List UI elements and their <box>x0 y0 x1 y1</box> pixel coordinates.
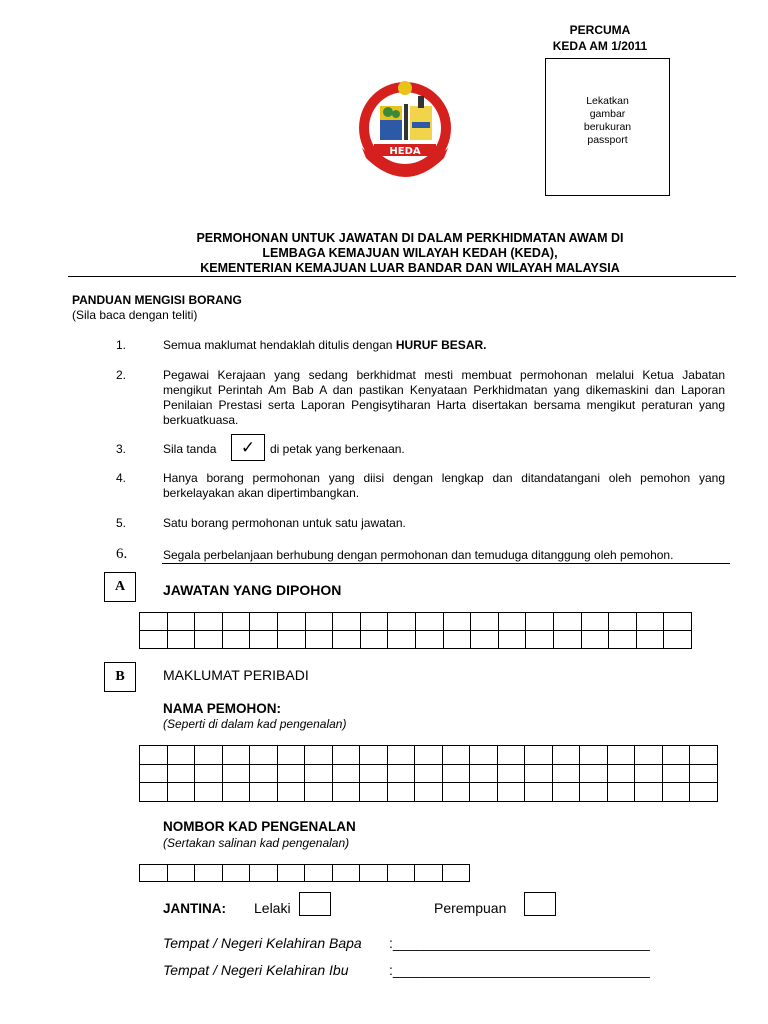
photo-instruction-line: berukuran <box>583 121 632 133</box>
char-cell[interactable] <box>332 764 360 783</box>
char-cell[interactable] <box>607 746 635 765</box>
char-cell[interactable] <box>415 746 443 765</box>
item-number: 4. <box>116 471 127 485</box>
char-cell[interactable] <box>442 783 470 802</box>
char-cell[interactable] <box>387 764 415 783</box>
char-cell[interactable] <box>195 613 223 631</box>
char-cell[interactable] <box>277 746 305 765</box>
char-cell[interactable] <box>305 746 333 765</box>
logo-text: HEDA <box>389 146 421 157</box>
char-cell[interactable] <box>498 613 526 631</box>
char-cell[interactable] <box>305 631 333 649</box>
name-hint: (Seperti di dalam kad pengenalan) <box>163 717 347 731</box>
char-cell[interactable] <box>388 631 416 649</box>
char-cell[interactable] <box>195 631 223 649</box>
char-cell[interactable] <box>140 613 168 631</box>
guide-item-3-after: di petak yang berkenaan. <box>270 442 405 456</box>
char-cell[interactable] <box>167 613 195 631</box>
passport-photo-box[interactable] <box>545 58 670 196</box>
title-divider <box>68 276 736 277</box>
male-checkbox[interactable] <box>299 892 331 916</box>
char-cell[interactable] <box>553 631 581 649</box>
char-cell[interactable] <box>635 746 663 765</box>
char-cell[interactable] <box>442 746 470 765</box>
char-cell[interactable] <box>277 631 305 649</box>
keda-logo <box>340 78 470 186</box>
char-cell[interactable] <box>277 783 305 802</box>
char-cell[interactable] <box>140 783 168 802</box>
char-cell[interactable] <box>636 613 664 631</box>
char-cell[interactable] <box>250 783 278 802</box>
char-cell[interactable] <box>140 631 168 649</box>
char-cell[interactable] <box>662 783 690 802</box>
char-cell[interactable] <box>607 783 635 802</box>
char-cell[interactable] <box>443 631 471 649</box>
female-label: Perempuan <box>434 900 507 916</box>
char-cell[interactable] <box>360 631 388 649</box>
char-cell[interactable] <box>195 746 223 765</box>
title-line: PERMOHONAN UNTUK JAWATAN DI DALAM PERKHIDMATAN AWAM DI <box>196 231 624 245</box>
char-cell[interactable] <box>167 746 195 765</box>
char-cell[interactable] <box>360 613 388 631</box>
char-cell[interactable] <box>442 764 470 783</box>
father-birthplace-field[interactable]: :_________________________________ <box>389 935 650 951</box>
char-cell[interactable] <box>222 764 250 783</box>
ic-hint: (Sertakan salinan kad pengenalan) <box>163 836 350 850</box>
char-cell[interactable] <box>167 865 195 882</box>
photo-instruction-line: Lekatkan <box>586 95 629 107</box>
char-cell[interactable] <box>580 746 608 765</box>
char-cell[interactable] <box>497 783 525 802</box>
form-code: KEDA AM 1/2011 <box>552 39 648 53</box>
char-cell[interactable] <box>305 865 333 882</box>
char-cell[interactable] <box>415 783 443 802</box>
char-cell[interactable] <box>525 764 553 783</box>
char-cell[interactable] <box>250 631 278 649</box>
section-a-title: JAWATAN YANG DIPOHON <box>163 582 342 598</box>
char-cell[interactable] <box>305 613 333 631</box>
item-number: 5. <box>116 516 127 530</box>
title-line: LEMBAGA KEMAJUAN WILAYAH KEDAH (KEDA), <box>262 246 558 260</box>
photo-instruction-line: gambar <box>589 108 626 120</box>
char-cell[interactable] <box>442 865 470 882</box>
char-cell[interactable] <box>470 764 498 783</box>
char-cell[interactable] <box>552 746 580 765</box>
char-cell[interactable] <box>195 764 223 783</box>
char-cell[interactable] <box>443 613 471 631</box>
ic-number-grid[interactable] <box>139 864 470 882</box>
char-cell[interactable] <box>250 746 278 765</box>
char-cell[interactable] <box>525 746 553 765</box>
char-cell[interactable] <box>690 746 718 765</box>
char-cell[interactable] <box>305 764 333 783</box>
gender-label: JANTINA: <box>163 901 226 916</box>
char-cell[interactable] <box>305 783 333 802</box>
char-cell[interactable] <box>690 764 718 783</box>
char-cell[interactable] <box>552 764 580 783</box>
char-cell[interactable] <box>471 631 499 649</box>
char-cell[interactable] <box>553 613 581 631</box>
char-cell[interactable] <box>470 746 498 765</box>
char-cell[interactable] <box>222 783 250 802</box>
guide-heading: PANDUAN MENGISI BORANG <box>72 293 242 307</box>
photo-instruction-line: passport <box>587 134 628 146</box>
item-number: 1. <box>116 338 127 352</box>
char-cell[interactable] <box>498 631 526 649</box>
guide-item-2: Pegawai Kerajaan yang sedang berkhidmat mesti membuat permohonan melalui Ketua Jabatan mengikut Perintah Am Bab A dan pastikan Kenyataan Perkhidmatan yang dikemaskini dan Laporan Penilaian Prestasi serta Laporan Pengisytiharan Harta disertakan bersama mengikut peraturan yang berkuatkuasa. <box>163 368 725 427</box>
item-number: 3. <box>116 442 127 456</box>
char-cell[interactable] <box>662 746 690 765</box>
title-line: KEMENTERIAN KEMAJUAN LUAR BANDAR DAN WILAYAH MALAYSIA <box>200 261 620 275</box>
male-label: Lelaki <box>254 900 291 916</box>
char-cell[interactable] <box>470 783 498 802</box>
mother-birthplace-label: Tempat / Negeri Kelahiran Ibu <box>163 962 349 978</box>
position-applied-grid[interactable] <box>139 612 692 649</box>
char-cell[interactable] <box>635 764 663 783</box>
char-cell[interactable] <box>387 865 415 882</box>
tick-example-box: ✓ <box>231 434 265 461</box>
char-cell[interactable] <box>415 764 443 783</box>
char-cell[interactable] <box>167 764 195 783</box>
char-cell[interactable] <box>332 865 360 882</box>
guide-item-3: Sila tanda <box>163 442 217 456</box>
char-cell[interactable] <box>195 865 223 882</box>
char-cell[interactable] <box>497 746 525 765</box>
char-cell[interactable] <box>526 631 554 649</box>
char-cell[interactable] <box>277 613 305 631</box>
char-cell[interactable] <box>222 746 250 765</box>
guide-item-1: Semua maklumat hendaklah ditulis dengan HURUF BESAR. <box>163 338 487 352</box>
char-cell[interactable] <box>140 746 168 765</box>
char-cell[interactable] <box>580 764 608 783</box>
item-number: 6. <box>116 546 128 562</box>
guide-item-5: Satu borang permohonan untuk satu jawatan. <box>163 516 406 530</box>
char-cell[interactable] <box>388 613 416 631</box>
char-cell[interactable] <box>277 764 305 783</box>
section-a-box: A <box>104 572 136 602</box>
char-cell[interactable] <box>387 746 415 765</box>
char-cell[interactable] <box>526 613 554 631</box>
char-cell[interactable] <box>635 783 663 802</box>
char-cell[interactable] <box>609 613 637 631</box>
char-cell[interactable] <box>333 613 361 631</box>
section-b-title: MAKLUMAT PERIBADI <box>163 667 309 683</box>
char-cell[interactable] <box>140 865 168 882</box>
form-title <box>100 231 720 276</box>
percuma-text: PERCUMA <box>569 23 631 37</box>
guide-item-4: Hanya borang permohonan yang diisi dengan lengkap dan ditandatangani oleh pemohon yang berkelayakan akan dipertimbangkan. <box>163 471 725 500</box>
char-cell[interactable] <box>333 631 361 649</box>
char-cell[interactable] <box>580 783 608 802</box>
char-cell[interactable] <box>415 613 443 631</box>
char-cell[interactable] <box>360 764 388 783</box>
char-cell[interactable] <box>360 865 388 882</box>
item-6-underline <box>162 563 730 564</box>
char-cell[interactable] <box>250 613 278 631</box>
guide-item-6: Segala perbelanjaan berhubung dengan permohonan dan temuduga ditanggung oleh pemohon. <box>163 548 674 562</box>
char-cell[interactable] <box>360 746 388 765</box>
char-cell[interactable] <box>277 865 305 882</box>
char-cell[interactable] <box>167 631 195 649</box>
char-cell[interactable] <box>525 783 553 802</box>
char-cell[interactable] <box>664 631 692 649</box>
char-cell[interactable] <box>332 746 360 765</box>
ic-label: NOMBOR KAD PENGENALAN <box>163 819 356 834</box>
char-cell[interactable] <box>250 764 278 783</box>
mother-birthplace-field[interactable]: :_________________________________ <box>389 962 650 978</box>
guide-subheading: (Sila baca dengan teliti) <box>72 308 198 322</box>
char-cell[interactable] <box>332 783 360 802</box>
char-cell[interactable] <box>552 783 580 802</box>
char-cell[interactable] <box>250 865 278 882</box>
applicant-name-grid[interactable] <box>139 745 718 802</box>
char-cell[interactable] <box>167 783 195 802</box>
char-cell[interactable] <box>415 865 443 882</box>
char-cell[interactable] <box>222 865 250 882</box>
char-cell[interactable] <box>415 631 443 649</box>
char-cell[interactable] <box>222 613 250 631</box>
female-checkbox[interactable] <box>524 892 556 916</box>
item-number: 2. <box>116 368 127 382</box>
char-cell[interactable] <box>195 783 223 802</box>
char-cell[interactable] <box>690 783 718 802</box>
char-cell[interactable] <box>609 631 637 649</box>
char-cell[interactable] <box>581 631 609 649</box>
char-cell[interactable] <box>387 783 415 802</box>
char-cell[interactable] <box>636 631 664 649</box>
char-cell[interactable] <box>607 764 635 783</box>
free-label <box>540 22 660 54</box>
char-cell[interactable] <box>471 613 499 631</box>
char-cell[interactable] <box>581 613 609 631</box>
char-cell[interactable] <box>664 613 692 631</box>
name-label: NAMA PEMOHON: <box>163 701 281 716</box>
char-cell[interactable] <box>497 764 525 783</box>
char-cell[interactable] <box>662 764 690 783</box>
char-cell[interactable] <box>140 764 168 783</box>
char-cell[interactable] <box>222 631 250 649</box>
section-b-box: B <box>104 662 136 692</box>
father-birthplace-label: Tempat / Negeri Kelahiran Bapa <box>163 935 362 951</box>
char-cell[interactable] <box>360 783 388 802</box>
